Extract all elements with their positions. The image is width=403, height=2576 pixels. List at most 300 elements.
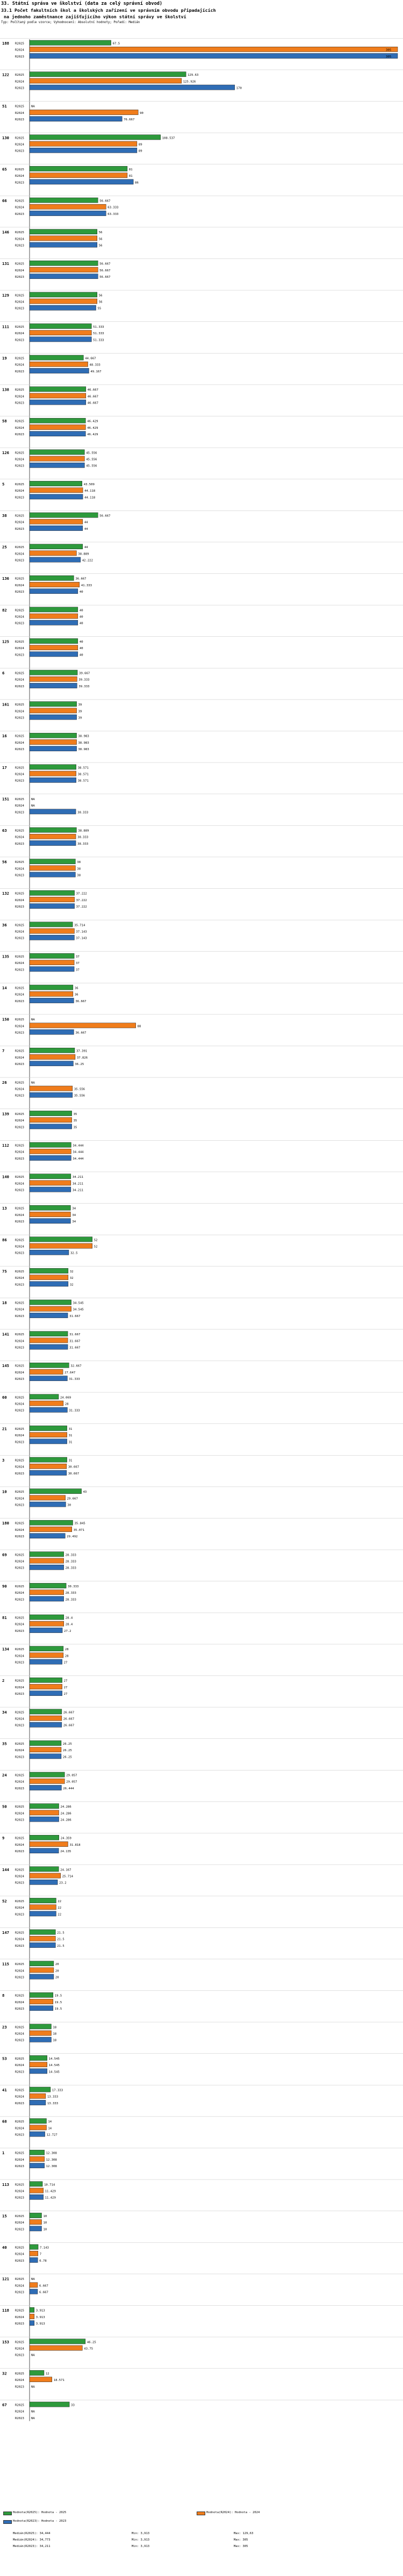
group-label: 41 (2, 2088, 7, 2092)
bar-r2024 (30, 2125, 46, 2130)
data-label: 31.667 (69, 1314, 81, 1318)
data-label: 28.333 (65, 1598, 76, 1602)
group-label: 23 (2, 2024, 7, 2030)
data-label: 129.63 (188, 74, 199, 77)
data-label: 35.845 (74, 1522, 85, 1526)
legend-swatch-r2024 (197, 2512, 205, 2515)
series-label: R2025 (15, 357, 24, 361)
series-label: R2023 (15, 1126, 24, 1129)
bar-r2025 (30, 166, 127, 171)
group-separator (0, 605, 403, 606)
data-label: 31.667 (69, 1340, 81, 1343)
series-label: R2025 (15, 987, 24, 990)
data-label: 30.667 (68, 1465, 80, 1469)
bar-r2023 (30, 400, 86, 405)
data-label: 10.714 (44, 2183, 55, 2187)
series-label: R2023 (15, 2354, 24, 2357)
series-label: R2023 (15, 1346, 24, 1350)
series-label: R2023 (15, 2259, 24, 2263)
group-label: 144 (2, 1867, 9, 1872)
series-label: R2023 (15, 1220, 24, 1224)
series-label: R2023 (15, 842, 24, 846)
series-label: R2025 (15, 294, 24, 298)
series-label: R2023 (15, 2385, 24, 2389)
series-label: R2023 (15, 2039, 24, 2042)
data-label: 34.545 (73, 1301, 84, 1305)
group-label: 67 (2, 2402, 7, 2407)
bar-r2025 (30, 2307, 34, 2312)
group-label: 60 (2, 1394, 7, 1400)
data-label: 40 (79, 591, 83, 594)
bar-r2024 (30, 2314, 34, 2319)
indicator-title-line-2: na jednoho zaměstnance zajišťujícího výkon státní správy ve školství (1, 14, 186, 19)
bar-r2025 (30, 544, 83, 549)
series-label: R2023 (15, 2102, 24, 2105)
bar-r2023 (30, 1754, 61, 1759)
group-label: 34 (2, 1709, 7, 1715)
data-label: NA (31, 804, 35, 808)
series-label: R2024 (15, 2095, 24, 2099)
data-label: 40 (79, 609, 83, 613)
data-label: 34.211 (72, 1176, 84, 1179)
data-label: 7 (39, 2253, 42, 2256)
series-label: R2024 (15, 395, 24, 399)
data-label: 26.25 (62, 1755, 72, 1759)
bar-r2025 (30, 1678, 62, 1682)
bar-r2024 (30, 362, 88, 366)
bar-r2023 (30, 589, 78, 594)
series-label: R2023 (15, 2070, 24, 2074)
group-label: 2 (2, 1678, 5, 1683)
series-label: R2025 (15, 1711, 24, 1715)
stat-median-r2025: Medián(R2025): 34,444 (13, 2532, 51, 2535)
data-label: 90 (140, 111, 143, 115)
series-label: R2025 (15, 1994, 24, 1998)
series-label: R2023 (15, 464, 24, 468)
group-label: 15 (2, 2213, 7, 2219)
group-separator (0, 1518, 403, 1519)
data-label: 26.25 (62, 1742, 72, 1746)
series-label: R2025 (15, 1427, 24, 1431)
data-label: 39.333 (78, 685, 90, 688)
group-label: 50 (2, 1804, 7, 1809)
data-label: 28 (64, 1648, 69, 1652)
series-label: R2024 (15, 1969, 24, 1973)
series-label: R2023 (15, 2133, 24, 2137)
group-label: 125 (2, 639, 9, 644)
data-label: 31.667 (69, 1333, 81, 1337)
series-label: R2023 (15, 433, 24, 437)
series-label: R2023 (15, 2416, 24, 2420)
bar-r2023 (30, 2321, 34, 2326)
group-separator (0, 542, 403, 543)
series-label: R2025 (15, 325, 24, 329)
bar-r2024 (30, 2251, 38, 2256)
series-label: R2023 (15, 370, 24, 373)
bar-r2023 (30, 494, 83, 499)
series-label: R2024 (15, 1119, 24, 1123)
bar-r2023 (30, 1250, 69, 1255)
bar-r2025 (30, 229, 97, 234)
data-label: 6.667 (39, 2291, 48, 2294)
group-separator (0, 1077, 403, 1078)
series-label: R2023 (15, 401, 24, 405)
data-label: 20 (55, 1976, 59, 1980)
legend-swatch-r2025 (3, 2512, 12, 2515)
group-separator (0, 636, 403, 637)
group-label: 140 (2, 1174, 9, 1179)
series-label: R2025 (15, 2089, 24, 2092)
series-label: R2023 (15, 905, 24, 909)
series-label: R2024 (15, 80, 24, 84)
group-separator (0, 1266, 403, 1267)
series-label: R2023 (15, 1063, 24, 1067)
data-label: 28.4 (65, 1623, 73, 1627)
bar-r2024 (30, 897, 75, 902)
bar-r2024 (30, 645, 78, 650)
series-label: R2024 (15, 1560, 24, 1564)
data-label: 38.983 (78, 741, 89, 745)
bar-r2023 (30, 526, 83, 530)
bar-r2024 (30, 299, 97, 304)
series-label: R2025 (15, 797, 24, 801)
data-label: 35.556 (74, 1088, 85, 1091)
group-label: 81 (2, 1615, 7, 1620)
group-separator (0, 258, 403, 259)
bar-r2023 (30, 1596, 64, 1601)
series-label: R2025 (15, 1616, 24, 1620)
data-label: 24.359 (60, 1837, 71, 1840)
series-label: R2025 (15, 2372, 24, 2376)
bar-r2025 (30, 575, 74, 580)
legend-swatch-r2023 (3, 2520, 12, 2524)
bar-r2023 (30, 2226, 41, 2231)
data-label: 26.667 (63, 1717, 75, 1721)
series-label: R2024 (15, 1843, 24, 1847)
series-label: R2024 (15, 1245, 24, 1249)
bar-r2024 (30, 456, 84, 461)
data-label: 24.069 (60, 1396, 71, 1400)
data-label: 81 (128, 168, 133, 171)
group-separator (0, 2242, 403, 2243)
group-label: 35 (2, 1741, 7, 1746)
data-label: 6.667 (39, 2284, 48, 2288)
data-label: 89 (138, 149, 142, 153)
data-label: 35.714 (74, 924, 85, 927)
series-label: R2025 (15, 2057, 24, 2061)
data-label: 32 (69, 1283, 74, 1287)
bar-r2024 (30, 204, 106, 209)
series-label: R2025 (15, 1774, 24, 1778)
group-label: 6 (2, 671, 5, 675)
group-separator (0, 1392, 403, 1393)
indicator-note: Typ: Počítaný podle vzorce; Vyhodnocení: Absolutní hodnoty; Pořadí: Medián (1, 21, 140, 24)
series-label: R2024 (15, 300, 24, 304)
bar-r2024 (30, 2031, 51, 2035)
data-label: 38 (77, 874, 81, 877)
bar-r2023 (30, 1155, 71, 1160)
data-label: NA (31, 105, 35, 109)
group-label: 112 (2, 1143, 9, 1148)
bar-r2025 (30, 481, 82, 486)
data-label: 30.667 (68, 1472, 80, 1476)
series-label: R2024 (15, 2410, 24, 2414)
bar-r2024 (30, 267, 98, 272)
data-label: 28.333 (65, 1592, 76, 1595)
data-label: 52 (93, 1239, 98, 1242)
bar-r2025 (30, 953, 74, 958)
data-label: 45.556 (86, 451, 97, 455)
group-label: 9 (2, 1836, 5, 1841)
bar-r2023 (30, 935, 74, 940)
series-label: R2023 (15, 118, 24, 122)
series-label: R2024 (15, 2190, 24, 2193)
stat-min-r2025: Min: 3,913 (132, 2532, 150, 2535)
data-label: 37.826 (76, 1056, 88, 1060)
bar-r2024 (30, 1527, 72, 1531)
group-label: 180 (2, 1521, 9, 1526)
series-label: R2024 (15, 615, 24, 619)
series-label: R2023 (15, 2196, 24, 2200)
data-label: 30 (67, 1503, 71, 1507)
bar-r2023 (30, 967, 74, 972)
series-label: R2024 (15, 238, 24, 241)
data-label: 44 (84, 546, 88, 550)
group-label: 111 (2, 324, 9, 329)
data-label: 38 (77, 861, 81, 865)
series-label: R2024 (15, 1717, 24, 1721)
bar-r2023 (30, 1282, 68, 1286)
group-label: 135 (2, 954, 9, 959)
series-label: R2024 (15, 1528, 24, 1532)
data-label: NA (31, 2354, 35, 2357)
group-label: 161 (2, 702, 9, 707)
data-label: 13.333 (47, 2102, 59, 2105)
bar-r2025 (30, 2055, 47, 2060)
series-label: R2024 (15, 332, 24, 336)
bar-r2025 (30, 261, 98, 265)
bar-r2025 (30, 1583, 66, 1588)
bar-r2024 (30, 1621, 64, 1626)
data-label: 39 (78, 703, 82, 707)
bar-r2025 (30, 450, 84, 455)
data-label: 32 (69, 1270, 74, 1273)
bar-r2024 (30, 771, 76, 776)
data-label: 26.667 (63, 1724, 75, 1728)
data-label: 28.333 (65, 1560, 76, 1564)
bar-r2024 (30, 2283, 38, 2287)
data-label: 34.444 (73, 1157, 84, 1161)
series-label: R2025 (15, 1144, 24, 1148)
bar-r2025 (30, 733, 77, 738)
bar-r2024 (30, 173, 127, 178)
series-label: R2024 (15, 1623, 24, 1627)
bar-r2023 (30, 337, 91, 342)
data-label: 10 (43, 2214, 47, 2218)
series-label: R2025 (15, 1270, 24, 1273)
data-label: 46.25 (87, 2341, 96, 2344)
bar-r2025 (30, 355, 83, 360)
series-label: R2025 (15, 2246, 24, 2250)
bar-r2025 (30, 1394, 59, 1399)
data-label: 32.667 (70, 1364, 82, 1368)
series-label: R2025 (15, 1049, 24, 1053)
series-label: R2023 (15, 591, 24, 594)
data-label: 40 (79, 640, 83, 644)
bar-r2023 (30, 1659, 62, 1664)
data-label: 305 (386, 48, 392, 52)
bar-r2025 (30, 72, 186, 77)
stat-median-r2024: Medián(R2024): 34,773 (13, 2538, 51, 2542)
bar-r2023 (30, 1344, 68, 1349)
bar-r2025 (30, 1898, 56, 1903)
series-label: R2023 (15, 2322, 24, 2326)
group-label: 58 (2, 419, 7, 424)
data-label: 14 (48, 2120, 52, 2124)
bar-r2023 (30, 179, 133, 184)
series-label: R2023 (15, 276, 24, 279)
bar-r2024 (30, 393, 86, 398)
data-label: NA (31, 2278, 35, 2282)
data-label: 31.333 (69, 1409, 80, 1413)
bar-r2024 (30, 236, 97, 241)
group-label: 118 (2, 2308, 9, 2313)
series-label: R2025 (15, 199, 24, 203)
bar-r2023 (30, 1817, 59, 1822)
group-separator (0, 1959, 403, 1960)
data-label: 28.333 (65, 1566, 76, 1570)
series-label: R2025 (15, 1931, 24, 1935)
bar-r2025 (30, 1332, 68, 1336)
bar-r2025 (30, 1174, 71, 1179)
bar-r2025 (30, 1205, 70, 1210)
data-label: 21.5 (57, 1931, 64, 1935)
data-label: 28 (64, 1654, 69, 1658)
data-label: 17.333 (52, 2089, 63, 2092)
bar-r2023 (30, 1219, 70, 1224)
group-label: 10 (2, 1489, 7, 1494)
group-label: 147 (2, 1930, 9, 1935)
data-label: 36.25 (75, 1063, 84, 1067)
series-label: R2025 (15, 1396, 24, 1400)
data-label: 27 (63, 1686, 68, 1689)
series-label: R2024 (15, 1749, 24, 1753)
series-label: R2024 (15, 1150, 24, 1154)
series-label: R2023 (15, 748, 24, 752)
data-label: 11.429 (45, 2196, 56, 2200)
series-label: R2024 (15, 1592, 24, 1595)
data-label: 34.444 (73, 1144, 84, 1148)
bar-r2023 (30, 1439, 67, 1444)
data-label: 40 (79, 622, 83, 625)
group-label: 115 (2, 1961, 9, 1967)
group-separator (0, 1675, 403, 1676)
series-label: R2024 (15, 741, 24, 745)
data-label: 31 (68, 1434, 73, 1438)
series-label: R2024 (15, 1056, 24, 1060)
series-label: R2024 (15, 1465, 24, 1469)
bar-r2023 (30, 1974, 54, 1979)
bar-r2025 (30, 1489, 82, 1494)
data-label: 37.143 (76, 930, 87, 934)
group-label: 151 (2, 796, 9, 802)
data-label: 29.492 (67, 1535, 78, 1539)
bar-r2025 (30, 828, 76, 832)
series-label: R2024 (15, 804, 24, 808)
series-label: R2024 (15, 1213, 24, 1217)
series-label: R2024 (15, 269, 24, 272)
group-separator (0, 1203, 403, 1204)
series-label: R2023 (15, 811, 24, 815)
data-label: 38.333 (77, 811, 89, 815)
series-label: R2023 (15, 1031, 24, 1035)
bar-r2024 (30, 1338, 68, 1343)
series-label: R2023 (15, 1913, 24, 1917)
data-label: 23.2 (59, 1881, 67, 1885)
bar-r2023 (30, 872, 75, 877)
data-label: 86 (135, 181, 139, 185)
stat-median-r2023: Medián(R2023): 34,211 (13, 2545, 51, 2548)
bar-r2025 (30, 1520, 73, 1525)
bar-r2025 (30, 1457, 67, 1462)
data-label: 46.667 (87, 395, 99, 399)
series-label: R2024 (15, 2221, 24, 2225)
bar-r2023 (30, 2100, 46, 2105)
bar-r2025 (30, 702, 77, 707)
bar-r2025 (30, 513, 98, 517)
series-label: R2024 (15, 867, 24, 871)
data-label: 37.391 (76, 1049, 88, 1053)
bar-r2024 (30, 2377, 52, 2382)
data-label: 7.143 (40, 2246, 49, 2250)
series-label: R2025 (15, 262, 24, 266)
series-label: R2025 (15, 74, 24, 77)
data-label: 13.333 (47, 2095, 59, 2099)
bar-r2024 (30, 1243, 92, 1248)
series-label: R2024 (15, 962, 24, 966)
data-label: 21.5 (57, 1938, 64, 1941)
bar-r2023 (30, 2069, 47, 2074)
bar-r2024 (30, 424, 85, 429)
series-label: R2023 (15, 1189, 24, 1192)
data-label: 14 (48, 2127, 52, 2131)
series-label: R2023 (15, 685, 24, 688)
series-label: R2023 (15, 244, 24, 248)
data-label: 89 (138, 143, 142, 147)
data-label: 40 (79, 653, 83, 657)
group-label: 3 (2, 1458, 5, 1463)
bar-r2024 (30, 47, 398, 52)
data-label: 56.667 (99, 276, 111, 279)
data-label: 37 (76, 962, 80, 966)
data-label: 19.5 (54, 1994, 62, 1998)
series-label: R2025 (15, 829, 24, 833)
group-label: 7 (2, 1048, 5, 1054)
bar-r2024 (30, 2188, 44, 2193)
bar-r2024 (30, 2093, 46, 2098)
data-label: 26.667 (63, 1711, 75, 1715)
bar-r2025 (30, 1867, 59, 1872)
data-label: 3.913 (35, 2309, 45, 2313)
group-separator (0, 353, 403, 354)
data-label: 56.667 (99, 269, 111, 272)
series-label: R2025 (15, 1207, 24, 1211)
bar-r2023 (30, 2037, 51, 2042)
bar-r2024 (30, 1936, 55, 1941)
series-label: R2023 (15, 1251, 24, 1255)
series-label: R2023 (15, 1881, 24, 1885)
data-label: 24.286 (60, 1818, 71, 1822)
